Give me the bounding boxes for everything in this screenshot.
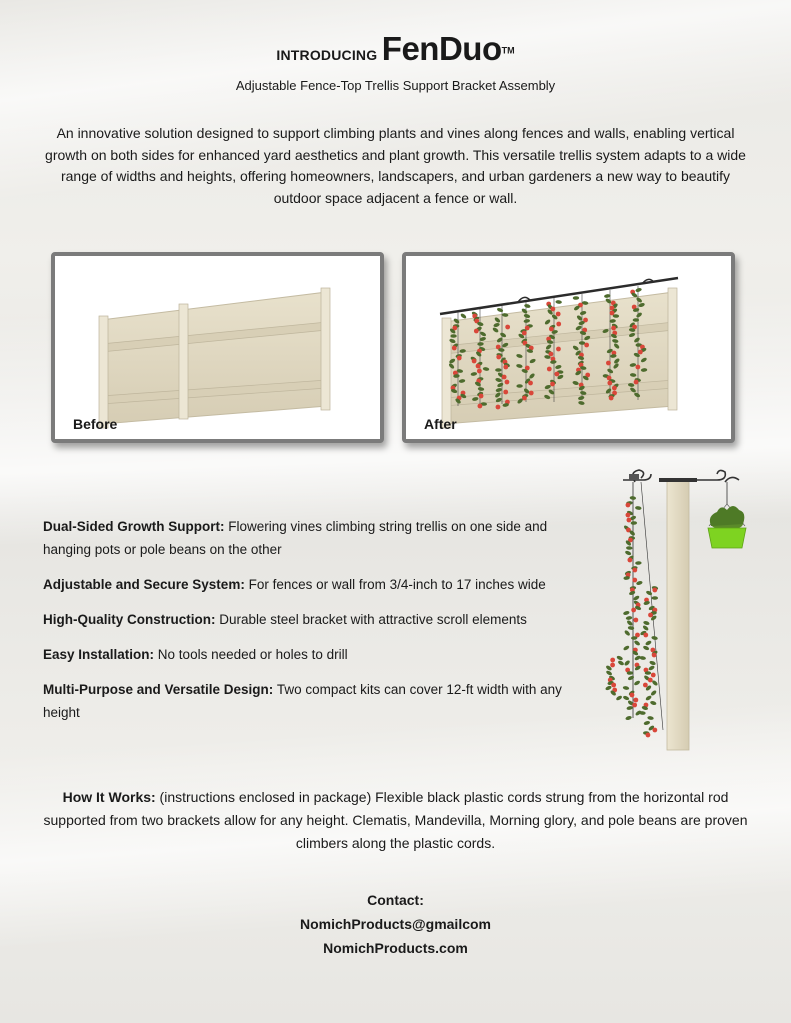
leaf-icon — [642, 625, 649, 632]
feature-item — [43, 608, 563, 631]
leaf-icon — [555, 300, 562, 304]
flower-icon — [643, 683, 648, 688]
leaf-icon — [460, 313, 467, 320]
flower-icon — [502, 375, 507, 380]
fence-before-illustration — [55, 256, 380, 439]
leaf-icon — [643, 620, 650, 625]
feature-item — [43, 573, 563, 596]
flower-icon — [635, 365, 640, 370]
flower-icon — [626, 503, 631, 508]
leaf-icon — [623, 686, 630, 691]
leaf-icon — [605, 670, 612, 676]
leaf-icon — [615, 695, 622, 701]
flower-icon — [652, 728, 657, 733]
flower-icon — [626, 518, 631, 523]
leaf-icon — [617, 660, 624, 666]
flower-icon — [556, 312, 561, 317]
leaf-icon — [633, 595, 640, 602]
fence-after-illustration — [406, 256, 731, 439]
intro-paragraph: An innovative solution designed to support climbing plants and vines along fences and walls, enabling vertical growth on both sides for enhanced yard aesthetics and plant growth. This versatile trellis system adapts to a wide range of widths and heights, offering homeowners, landscapers, and urban gardeners a new way to beautify outdoor space adjacent a fence or wall. — [45, 125, 746, 206]
leaf-icon — [651, 636, 658, 641]
how-it-works — [30, 786, 761, 855]
feature-text: Durable steel bracket with attractive scroll elements — [215, 612, 527, 627]
leaf-icon — [524, 303, 531, 308]
flower-icon — [529, 391, 534, 396]
leaf-icon — [624, 550, 631, 556]
flower-icon — [505, 325, 510, 330]
flower-icon — [547, 367, 552, 372]
leaf-icon — [635, 506, 642, 510]
flower-icon — [503, 365, 508, 370]
how-it-works-text: (instructions enclosed in package) Flexible black plastic cords strung from the horizontal rod supported from two brackets allow for any height. Clematis, Mandevilla, Morning glory, and pole beans are proven climbers along the plastic cords. — [43, 789, 748, 851]
flower-icon — [496, 405, 501, 410]
flower-icon — [652, 653, 657, 658]
feature-item — [43, 678, 563, 724]
feature-title: High-Quality Construction: — [43, 612, 216, 627]
leaf-icon — [623, 610, 630, 615]
contact-title: Contact: — [367, 892, 424, 908]
flower-icon — [477, 369, 482, 374]
flower-icon — [476, 364, 481, 369]
flower-icon — [632, 703, 637, 708]
flower-icon — [610, 658, 615, 663]
contact-email[interactable]: NomichProducts@gmailcom — [299, 916, 492, 932]
brand-name: FenDuo — [381, 30, 502, 67]
leaf-icon — [605, 685, 612, 691]
leaf-icon — [604, 294, 611, 299]
leaf-icon — [626, 706, 633, 711]
flower-icon — [609, 396, 614, 401]
flower-icon — [632, 578, 637, 583]
flower-icon — [611, 326, 616, 331]
leaf-icon — [636, 580, 643, 585]
before-photo — [51, 252, 384, 443]
feature-title: Multi-Purpose and Versatile Design: — [43, 682, 274, 697]
flower-icon — [626, 513, 631, 518]
leaf-icon — [633, 680, 640, 686]
leaf-icon — [624, 629, 631, 636]
feature-item — [43, 515, 563, 561]
flower-icon — [607, 381, 612, 386]
leaf-icon — [649, 660, 656, 666]
intro-text: INTRODUCING — [276, 47, 378, 63]
flower-icon — [457, 356, 462, 361]
feature-text: Flowering vines climbing string trellis on one side and hanging pots or pole beans on the other — [43, 519, 548, 557]
flower-icon — [556, 322, 561, 327]
flower-icon — [638, 350, 643, 355]
subtitle: Adjustable Fence-Top Trellis Support Bracket Assembly — [235, 78, 556, 93]
leaf-icon — [643, 720, 650, 725]
page-title — [0, 30, 791, 68]
leaf-icon — [645, 640, 652, 646]
trademark-mark: TM — [501, 45, 515, 56]
contact-website[interactable]: NomichProducts.com — [323, 940, 468, 956]
flower-icon — [556, 347, 561, 352]
flower-icon — [606, 361, 611, 366]
flower-icon — [610, 663, 615, 668]
flower-icon — [584, 343, 589, 348]
leaf-icon — [642, 645, 649, 651]
leaf-icon — [573, 296, 579, 300]
leaf-icon — [635, 287, 642, 292]
leaf-icon — [628, 626, 635, 630]
leaf-icon — [633, 640, 640, 647]
bracket-post-illustration — [575, 468, 755, 753]
leaf-icon — [624, 659, 631, 666]
leaf-icon — [622, 695, 629, 701]
flower-icon — [612, 386, 617, 391]
flower-icon — [554, 372, 559, 377]
after-label: After — [424, 416, 457, 432]
feature-text: For fences or wall from 3/4-inch to 17 inches wide — [244, 577, 546, 592]
flower-icon — [643, 633, 648, 638]
flower-icon — [477, 404, 482, 409]
feature-title: Adjustable and Secure System: — [43, 577, 245, 592]
leaf-icon — [647, 716, 654, 721]
flower-icon — [646, 733, 651, 738]
leaf-icon — [627, 675, 634, 681]
feature-text: Two compact kits can cover 12-ft width with any height — [43, 682, 562, 720]
flower-icon — [472, 359, 477, 364]
flower-icon — [648, 613, 653, 618]
flower-icon — [452, 346, 457, 351]
feature-item — [43, 643, 563, 666]
flower-icon — [528, 381, 533, 386]
flower-icon — [550, 382, 555, 387]
leaf-icon — [631, 521, 637, 525]
after-photo — [402, 252, 735, 443]
flower-icon — [496, 355, 501, 360]
flower-icon — [634, 380, 639, 385]
flower-icon — [479, 394, 484, 399]
feature-text: No tools needed or holes to drill — [154, 647, 348, 662]
leaf-icon — [616, 655, 623, 661]
flower-icon — [627, 558, 632, 563]
leaf-icon — [652, 596, 658, 600]
flower-icon — [474, 329, 479, 334]
flower-icon — [503, 390, 508, 395]
leaf-icon — [645, 671, 651, 675]
flower-icon — [631, 608, 636, 613]
leaf-icon — [635, 561, 642, 565]
leaf-icon — [626, 616, 633, 621]
contact-section — [0, 888, 791, 960]
flower-icon — [633, 618, 638, 623]
feature-list — [43, 515, 563, 736]
leaf-icon — [623, 645, 630, 651]
flower-icon — [632, 568, 637, 573]
leaf-icon — [630, 496, 637, 500]
feature-title: Dual-Sided Growth Support: — [43, 519, 225, 534]
how-it-works-title: How It Works: — [62, 789, 156, 805]
flower-icon — [549, 327, 554, 332]
flower-icon — [651, 673, 656, 678]
leaf-icon — [625, 715, 632, 720]
flower-icon — [630, 693, 635, 698]
leaf-icon — [626, 620, 633, 627]
flower-icon — [652, 588, 657, 593]
leaf-icon — [648, 665, 655, 671]
leaf-icon — [643, 600, 650, 605]
leaf-icon — [645, 695, 652, 702]
flower-icon — [611, 683, 616, 688]
before-label: Before — [73, 416, 118, 432]
leaf-icon — [450, 334, 456, 338]
leaf-icon — [650, 690, 657, 697]
flower-icon — [633, 698, 638, 703]
leaf-icon — [650, 700, 657, 705]
feature-title: Easy Installation: — [43, 647, 155, 662]
leaf-icon — [645, 590, 652, 596]
flower-icon — [648, 678, 653, 683]
flower-icon — [522, 331, 527, 336]
leaf-icon — [626, 546, 633, 550]
flower-icon — [549, 352, 554, 357]
leaf-icon — [496, 307, 503, 313]
flower-icon — [505, 380, 510, 385]
